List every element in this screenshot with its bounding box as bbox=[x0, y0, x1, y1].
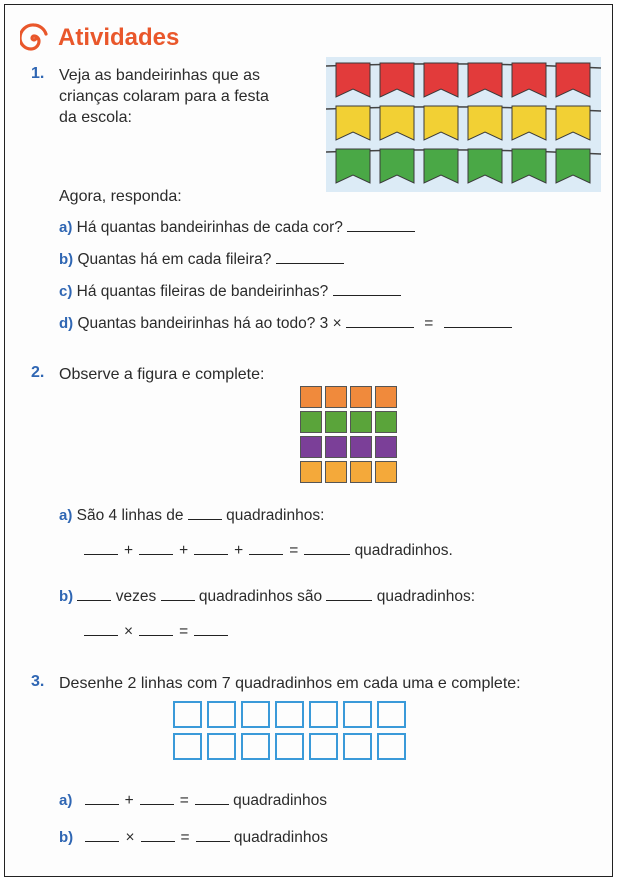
q1-text-line: da escola: bbox=[59, 109, 132, 126]
item-label: a) bbox=[59, 792, 73, 809]
answer-blank[interactable] bbox=[333, 283, 401, 296]
answer-blank[interactable] bbox=[139, 542, 173, 555]
q1-text-line: crianças colaram para a festa bbox=[59, 88, 269, 105]
q1-number: 1. bbox=[31, 65, 45, 82]
item-label: a) bbox=[59, 219, 73, 236]
grid-square bbox=[300, 386, 322, 408]
answer-blank[interactable] bbox=[84, 623, 118, 636]
item-label: b) bbox=[59, 829, 74, 846]
answer-blank[interactable] bbox=[161, 588, 195, 601]
empty-square-grid[interactable] bbox=[173, 701, 406, 760]
answer-blank[interactable] bbox=[140, 792, 174, 805]
bunting-flag bbox=[512, 63, 546, 97]
item-label: c) bbox=[59, 283, 73, 300]
item-text: quadradinhos bbox=[233, 792, 328, 809]
item-label: a) bbox=[59, 507, 73, 524]
q2-item-b bbox=[59, 588, 475, 606]
drawing-square[interactable] bbox=[377, 733, 406, 760]
drawing-square[interactable] bbox=[343, 701, 372, 728]
item-text: quadradinhos. bbox=[354, 542, 453, 559]
bunting-flag bbox=[556, 149, 590, 183]
item-text: quadradinhos: bbox=[226, 507, 325, 524]
answer-blank[interactable] bbox=[347, 219, 415, 232]
bunting-flag bbox=[468, 149, 502, 183]
answer-blank[interactable] bbox=[194, 542, 228, 555]
times-sign: × bbox=[124, 623, 134, 640]
q1-prompt: Agora, responda: bbox=[59, 188, 182, 205]
answer-blank[interactable] bbox=[304, 542, 350, 555]
drawing-square[interactable] bbox=[241, 701, 270, 728]
grid-square bbox=[325, 461, 347, 483]
equals-sign: = bbox=[180, 829, 190, 846]
item-text: quadradinhos são bbox=[198, 588, 323, 605]
q2-item-a-sum bbox=[84, 542, 453, 560]
q2-item-a bbox=[59, 507, 324, 525]
grid-square bbox=[350, 461, 372, 483]
answer-blank[interactable] bbox=[195, 792, 229, 805]
q1-item-c bbox=[59, 283, 401, 301]
grid-square bbox=[300, 411, 322, 433]
q3-text: Desenhe 2 linhas com 7 quadradinhos em cada uma e complete: bbox=[59, 675, 521, 692]
item-text: Há quantas bandeirinhas de cada cor? bbox=[76, 219, 343, 236]
bunting-flag bbox=[424, 63, 458, 97]
grid-square bbox=[350, 411, 372, 433]
grid-square bbox=[325, 386, 347, 408]
bunting-flag bbox=[512, 106, 546, 140]
q1-item-d bbox=[59, 315, 512, 333]
grid-square bbox=[375, 461, 397, 483]
answer-blank[interactable] bbox=[141, 829, 175, 842]
grid-square bbox=[300, 461, 322, 483]
item-label: b) bbox=[59, 588, 74, 605]
q3-item-b bbox=[59, 829, 328, 847]
item-text: quadradinhos bbox=[233, 829, 328, 846]
bunting-flag bbox=[336, 106, 370, 140]
plus-sign: + bbox=[124, 792, 134, 809]
item-label: b) bbox=[59, 251, 74, 268]
item-text: Quantas há em cada fileira? bbox=[77, 251, 272, 268]
drawing-square[interactable] bbox=[241, 733, 270, 760]
times-sign: × bbox=[125, 829, 135, 846]
item-text: São 4 linhas de bbox=[76, 507, 184, 524]
item-text: Quantas bandeirinhas há ao todo? 3 × bbox=[77, 315, 342, 332]
answer-blank[interactable] bbox=[77, 588, 111, 601]
bunting-flag bbox=[336, 63, 370, 97]
grid-square bbox=[300, 436, 322, 458]
answer-blank[interactable] bbox=[326, 588, 372, 601]
q1-text-line: Veja as bandeirinhas que as bbox=[59, 67, 261, 84]
answer-blank[interactable] bbox=[139, 623, 173, 636]
drawing-square[interactable] bbox=[343, 733, 372, 760]
equals-sign: = bbox=[289, 542, 299, 559]
answer-blank[interactable] bbox=[194, 623, 228, 636]
drawing-square[interactable] bbox=[173, 701, 202, 728]
q3-number: 3. bbox=[31, 673, 45, 690]
q3-item-a bbox=[59, 792, 327, 810]
drawing-square[interactable] bbox=[377, 701, 406, 728]
item-text: Há quantas fileiras de bandeirinhas? bbox=[76, 283, 329, 300]
bunting-flag bbox=[468, 106, 502, 140]
spiral-logo-icon bbox=[20, 23, 50, 53]
answer-blank[interactable] bbox=[85, 792, 119, 805]
answer-blank[interactable] bbox=[85, 829, 119, 842]
bunting-flag bbox=[468, 63, 502, 97]
drawing-square[interactable] bbox=[275, 733, 304, 760]
bunting-flags bbox=[326, 57, 601, 192]
item-text: vezes bbox=[115, 588, 157, 605]
bunting-flag bbox=[424, 149, 458, 183]
q1-text bbox=[59, 65, 269, 128]
drawing-square[interactable] bbox=[207, 733, 236, 760]
grid-square bbox=[325, 411, 347, 433]
q1-item-b bbox=[59, 251, 344, 269]
plus-sign: + bbox=[234, 542, 244, 559]
answer-blank[interactable] bbox=[188, 507, 222, 520]
grid-square bbox=[350, 436, 372, 458]
bunting-flag bbox=[380, 63, 414, 97]
bunting-flag bbox=[380, 106, 414, 140]
plus-sign: + bbox=[124, 542, 134, 559]
plus-sign: + bbox=[179, 542, 189, 559]
bunting-flag bbox=[380, 149, 414, 183]
equals-sign: = bbox=[424, 315, 434, 332]
equals-sign: = bbox=[179, 792, 189, 809]
bunting-illustration bbox=[326, 57, 601, 192]
q2-text: Observe a figura e complete: bbox=[59, 366, 265, 383]
answer-blank[interactable] bbox=[249, 542, 283, 555]
grid-square bbox=[375, 386, 397, 408]
section-header bbox=[20, 20, 179, 56]
grid-square bbox=[350, 386, 372, 408]
bunting-flag bbox=[512, 149, 546, 183]
answer-blank[interactable] bbox=[444, 315, 512, 328]
q1-item-a bbox=[59, 219, 415, 237]
answer-blank[interactable] bbox=[196, 829, 230, 842]
answer-blank[interactable] bbox=[84, 542, 118, 555]
bunting-flag bbox=[556, 63, 590, 97]
answer-blank[interactable] bbox=[346, 315, 414, 328]
q2-item-b-product bbox=[84, 623, 228, 641]
drawing-square[interactable] bbox=[309, 733, 338, 760]
bunting-flag bbox=[556, 106, 590, 140]
drawing-square[interactable] bbox=[275, 701, 304, 728]
drawing-square[interactable] bbox=[309, 701, 338, 728]
answer-blank[interactable] bbox=[276, 251, 344, 264]
grid-square bbox=[325, 436, 347, 458]
page-title: Atividades bbox=[58, 24, 180, 51]
equals-sign: = bbox=[179, 623, 189, 640]
bunting-flag bbox=[336, 149, 370, 183]
drawing-square[interactable] bbox=[173, 733, 202, 760]
q2-number: 2. bbox=[31, 364, 45, 381]
drawing-square[interactable] bbox=[207, 701, 236, 728]
item-text: quadradinhos: bbox=[376, 588, 476, 605]
grid-square bbox=[375, 436, 397, 458]
item-label: d) bbox=[59, 315, 74, 332]
grid-square bbox=[375, 411, 397, 433]
bunting-flag bbox=[424, 106, 458, 140]
colored-square-grid bbox=[300, 386, 397, 483]
